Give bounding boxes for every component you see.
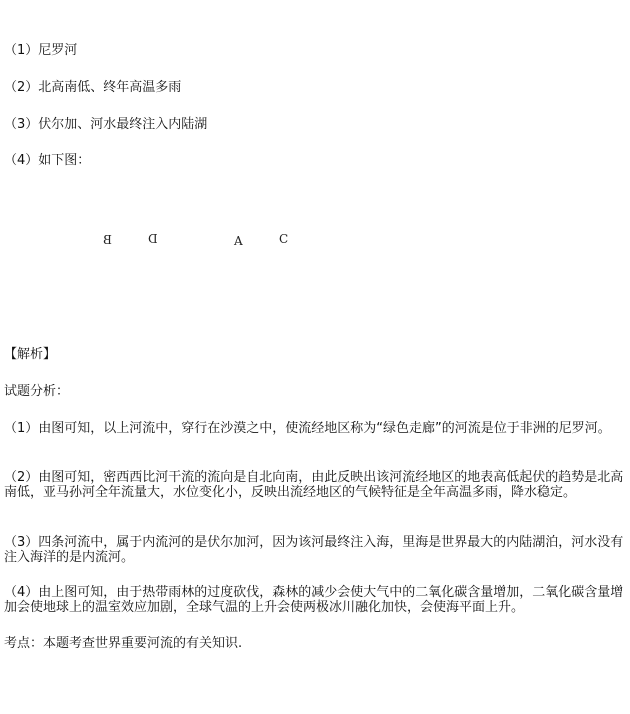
analysis-heading: 【解析】 — [4, 347, 57, 362]
figure-mark-b: B — [103, 233, 112, 247]
answer-1: （1）尼罗河 — [4, 43, 78, 58]
figure-mark-a: A — [234, 234, 243, 248]
figure-mark-c: C — [279, 232, 289, 246]
answer-2: （2）北高南低、终年高温多雨 — [4, 80, 182, 95]
exam-point: 考点：本题考查世界重要河流的有关知识. — [4, 636, 243, 651]
answer-3: （3）伏尔加、河水最终注入内陆湖 — [4, 117, 208, 132]
analysis-paragraph-3: （3）四条河流中，属于内流河的是伏尔加河，因为该河最终注入海，里海是世界最大的内陆湖泊，河水没有注入海洋的是内流河。 — [4, 535, 624, 565]
analysis-paragraph-2: （2）由图可知，密西西比河干流的流向是自北向南，由此反映出该河流经地区的地表高低起伏的趋势是北高南低，亚马孙河全年流量大，水位变化小，反映出流经地区的气候特征是全年高温多雨，降水稳定。 — [4, 470, 624, 500]
analysis-paragraph-1: （1）由图可知，以上河流中，穿行在沙漠之中，使流经地区称为“绿色走廊”的河流是位于非洲的尼罗河。 — [4, 421, 611, 436]
analysis-paragraph-4: （4）由上图可知，由于热带雨林的过度砍伐，森林的减少会使大气中的二氧化碳含量增加，二氧化碳含量增加会使地球上的温室效应加剧，全球气温的上升会使两极冰川融化加快，会使海平面上升。 — [4, 585, 624, 615]
figure-mark-d: D — [148, 232, 158, 246]
answer-4: （4）如下图： — [4, 153, 91, 168]
analysis-intro: 试题分析： — [4, 384, 70, 399]
